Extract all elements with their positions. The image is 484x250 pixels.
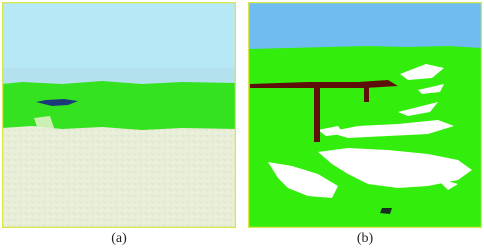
sky-region-b [248, 2, 482, 49]
caption-a: (a) [111, 231, 127, 246]
segmentation-panel-b [248, 2, 482, 228]
panel-a-image [2, 2, 236, 228]
segmentation-panel-a [2, 2, 236, 228]
caption-b: (b) [356, 231, 374, 246]
pole-vertical [314, 85, 320, 142]
panel-b-image [248, 2, 482, 228]
pole-vertical-short [364, 82, 369, 102]
ground-region [2, 126, 236, 228]
dark-object [380, 208, 392, 214]
